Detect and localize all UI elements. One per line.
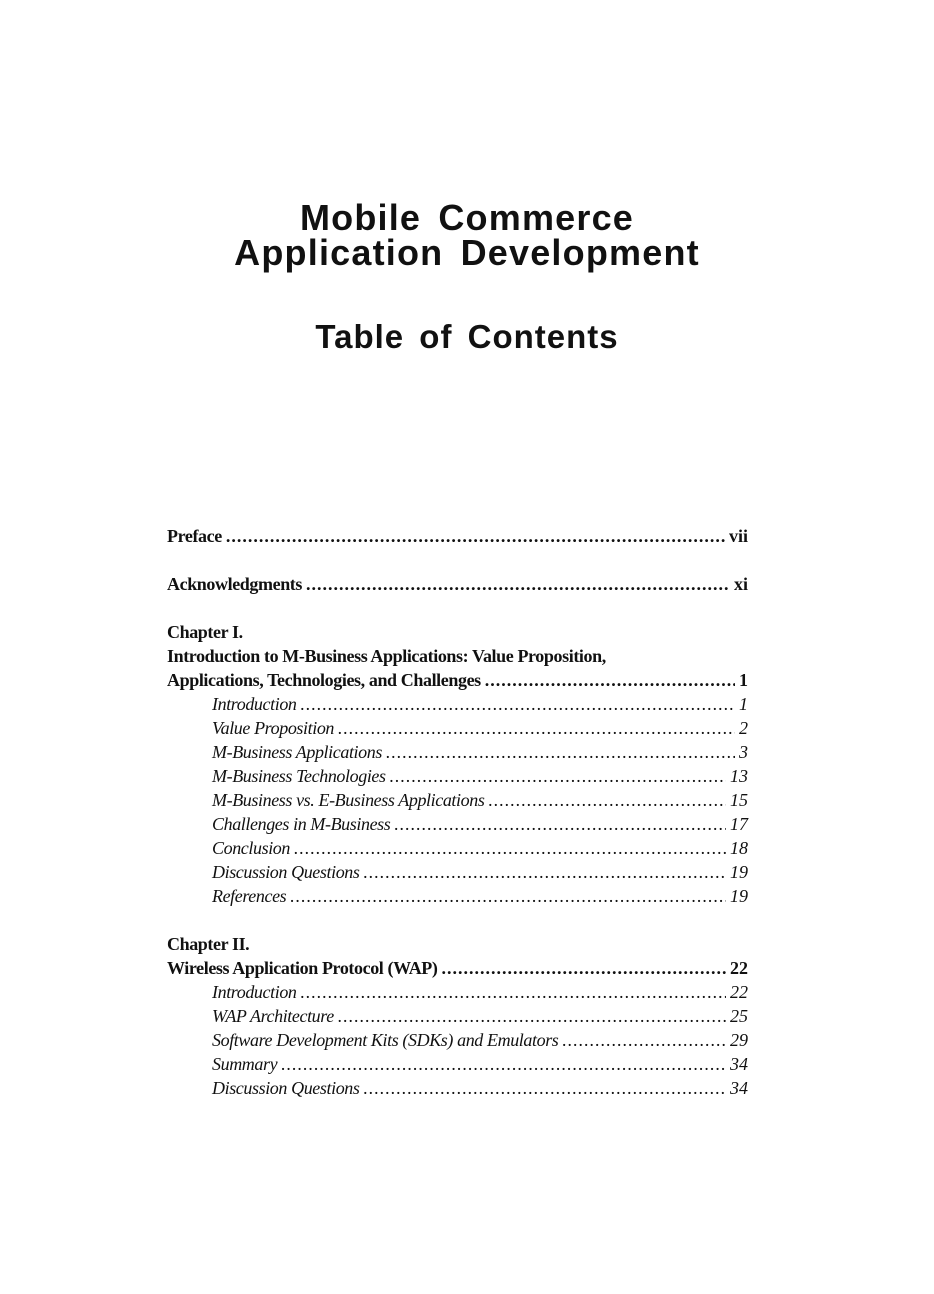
- chapter-title: Wireless Application Protocol (WAP): [167, 958, 438, 978]
- section-page: 19: [730, 886, 748, 906]
- dot-leader: [294, 836, 726, 860]
- toc-heading: Table of Contents: [315, 318, 619, 355]
- section-page: 34: [730, 1078, 748, 1098]
- section-page: 15: [730, 790, 748, 810]
- toc-entry-label: Preface: [167, 526, 222, 546]
- section-page: 13: [730, 766, 748, 786]
- chapter-title-entry: [167, 668, 748, 692]
- section-label: Introduction: [212, 982, 297, 1002]
- dot-leader: [281, 1052, 726, 1076]
- section-label: M-Business Applications: [212, 742, 382, 762]
- dot-leader: [390, 764, 726, 788]
- dot-leader: [386, 740, 735, 764]
- dot-leader: [364, 860, 726, 884]
- dot-leader: [394, 812, 726, 836]
- dot-leader: [301, 692, 735, 716]
- toc-section-entry: [167, 812, 748, 836]
- toc-section-entry: [167, 692, 748, 716]
- chapter-title: Introduction to M-Business Applications: Value Proposition,: [167, 646, 606, 666]
- toc-section-entry: [167, 860, 748, 884]
- section-label: References: [212, 886, 287, 906]
- toc-entry-page: vii: [728, 526, 748, 546]
- chapter-number: Chapter II.: [167, 934, 250, 954]
- section-label: M-Business Technologies: [212, 766, 386, 786]
- section-page: 3: [739, 742, 748, 762]
- section-label: Value Proposition: [212, 718, 335, 738]
- section-label: Challenges in M-Business: [212, 814, 391, 834]
- toc-entry-acknowledgments: [167, 572, 748, 596]
- section-label: Discussion Questions: [212, 862, 360, 882]
- section-label: Conclusion: [212, 838, 291, 858]
- chapter-number: Chapter I.: [167, 622, 243, 642]
- toc-section-entry: [167, 1028, 748, 1052]
- dot-leader: [290, 884, 726, 908]
- toc-entry-preface: [167, 524, 748, 548]
- section-label: Discussion Questions: [212, 1078, 360, 1098]
- section-label: Software Development Kits (SDKs) and Emulators: [212, 1030, 559, 1050]
- dot-leader: [442, 956, 727, 980]
- dot-leader: [562, 1028, 726, 1052]
- chapter-title-entry: [167, 956, 748, 980]
- chapter-title: Applications, Technologies, and Challenges: [167, 670, 481, 690]
- toc-section-entry: [167, 716, 748, 740]
- dot-leader: [301, 980, 726, 1004]
- toc-section-entry: [167, 1052, 748, 1076]
- section-label: Introduction: [212, 694, 297, 714]
- table-of-contents: [167, 524, 748, 1100]
- dot-leader: [488, 788, 726, 812]
- section-label: M-Business vs. E-Business Applications: [212, 790, 485, 810]
- toc-entry-page: 1: [739, 670, 748, 690]
- dot-leader: [338, 716, 735, 740]
- section-page: 22: [730, 982, 748, 1002]
- section-page: 34: [730, 1054, 748, 1074]
- dot-leader: [364, 1076, 726, 1100]
- section-page: 1: [739, 694, 748, 714]
- toc-section-entry: [167, 788, 748, 812]
- book-title-line-2: Application Development: [234, 232, 700, 273]
- toc-section-entry: [167, 740, 748, 764]
- dot-leader: [485, 668, 735, 692]
- section-page: 2: [739, 718, 748, 738]
- toc-entry-page: xi: [733, 574, 748, 594]
- section-page: 18: [730, 838, 748, 858]
- toc-section-entry: [167, 980, 748, 1004]
- dot-leader: [338, 1004, 726, 1028]
- toc-section-entry: [167, 1076, 748, 1100]
- section-page: 17: [730, 814, 748, 834]
- section-page: 29: [730, 1030, 748, 1050]
- toc-section-entry: [167, 764, 748, 788]
- section-page: 25: [730, 1006, 748, 1026]
- section-label: Summary: [212, 1054, 278, 1074]
- toc-entry-page: 22: [730, 958, 748, 978]
- book-title-line-1: Mobile Commerce: [299, 197, 635, 238]
- section-page: 19: [730, 862, 748, 882]
- toc-section-entry: [167, 884, 748, 908]
- toc-section-entry: [167, 836, 748, 860]
- toc-section-entry: [167, 1004, 748, 1028]
- toc-entry-label: Acknowledgments: [167, 574, 303, 594]
- section-label: WAP Architecture: [212, 1006, 334, 1026]
- dot-leader: [306, 572, 730, 596]
- dot-leader: [226, 524, 725, 548]
